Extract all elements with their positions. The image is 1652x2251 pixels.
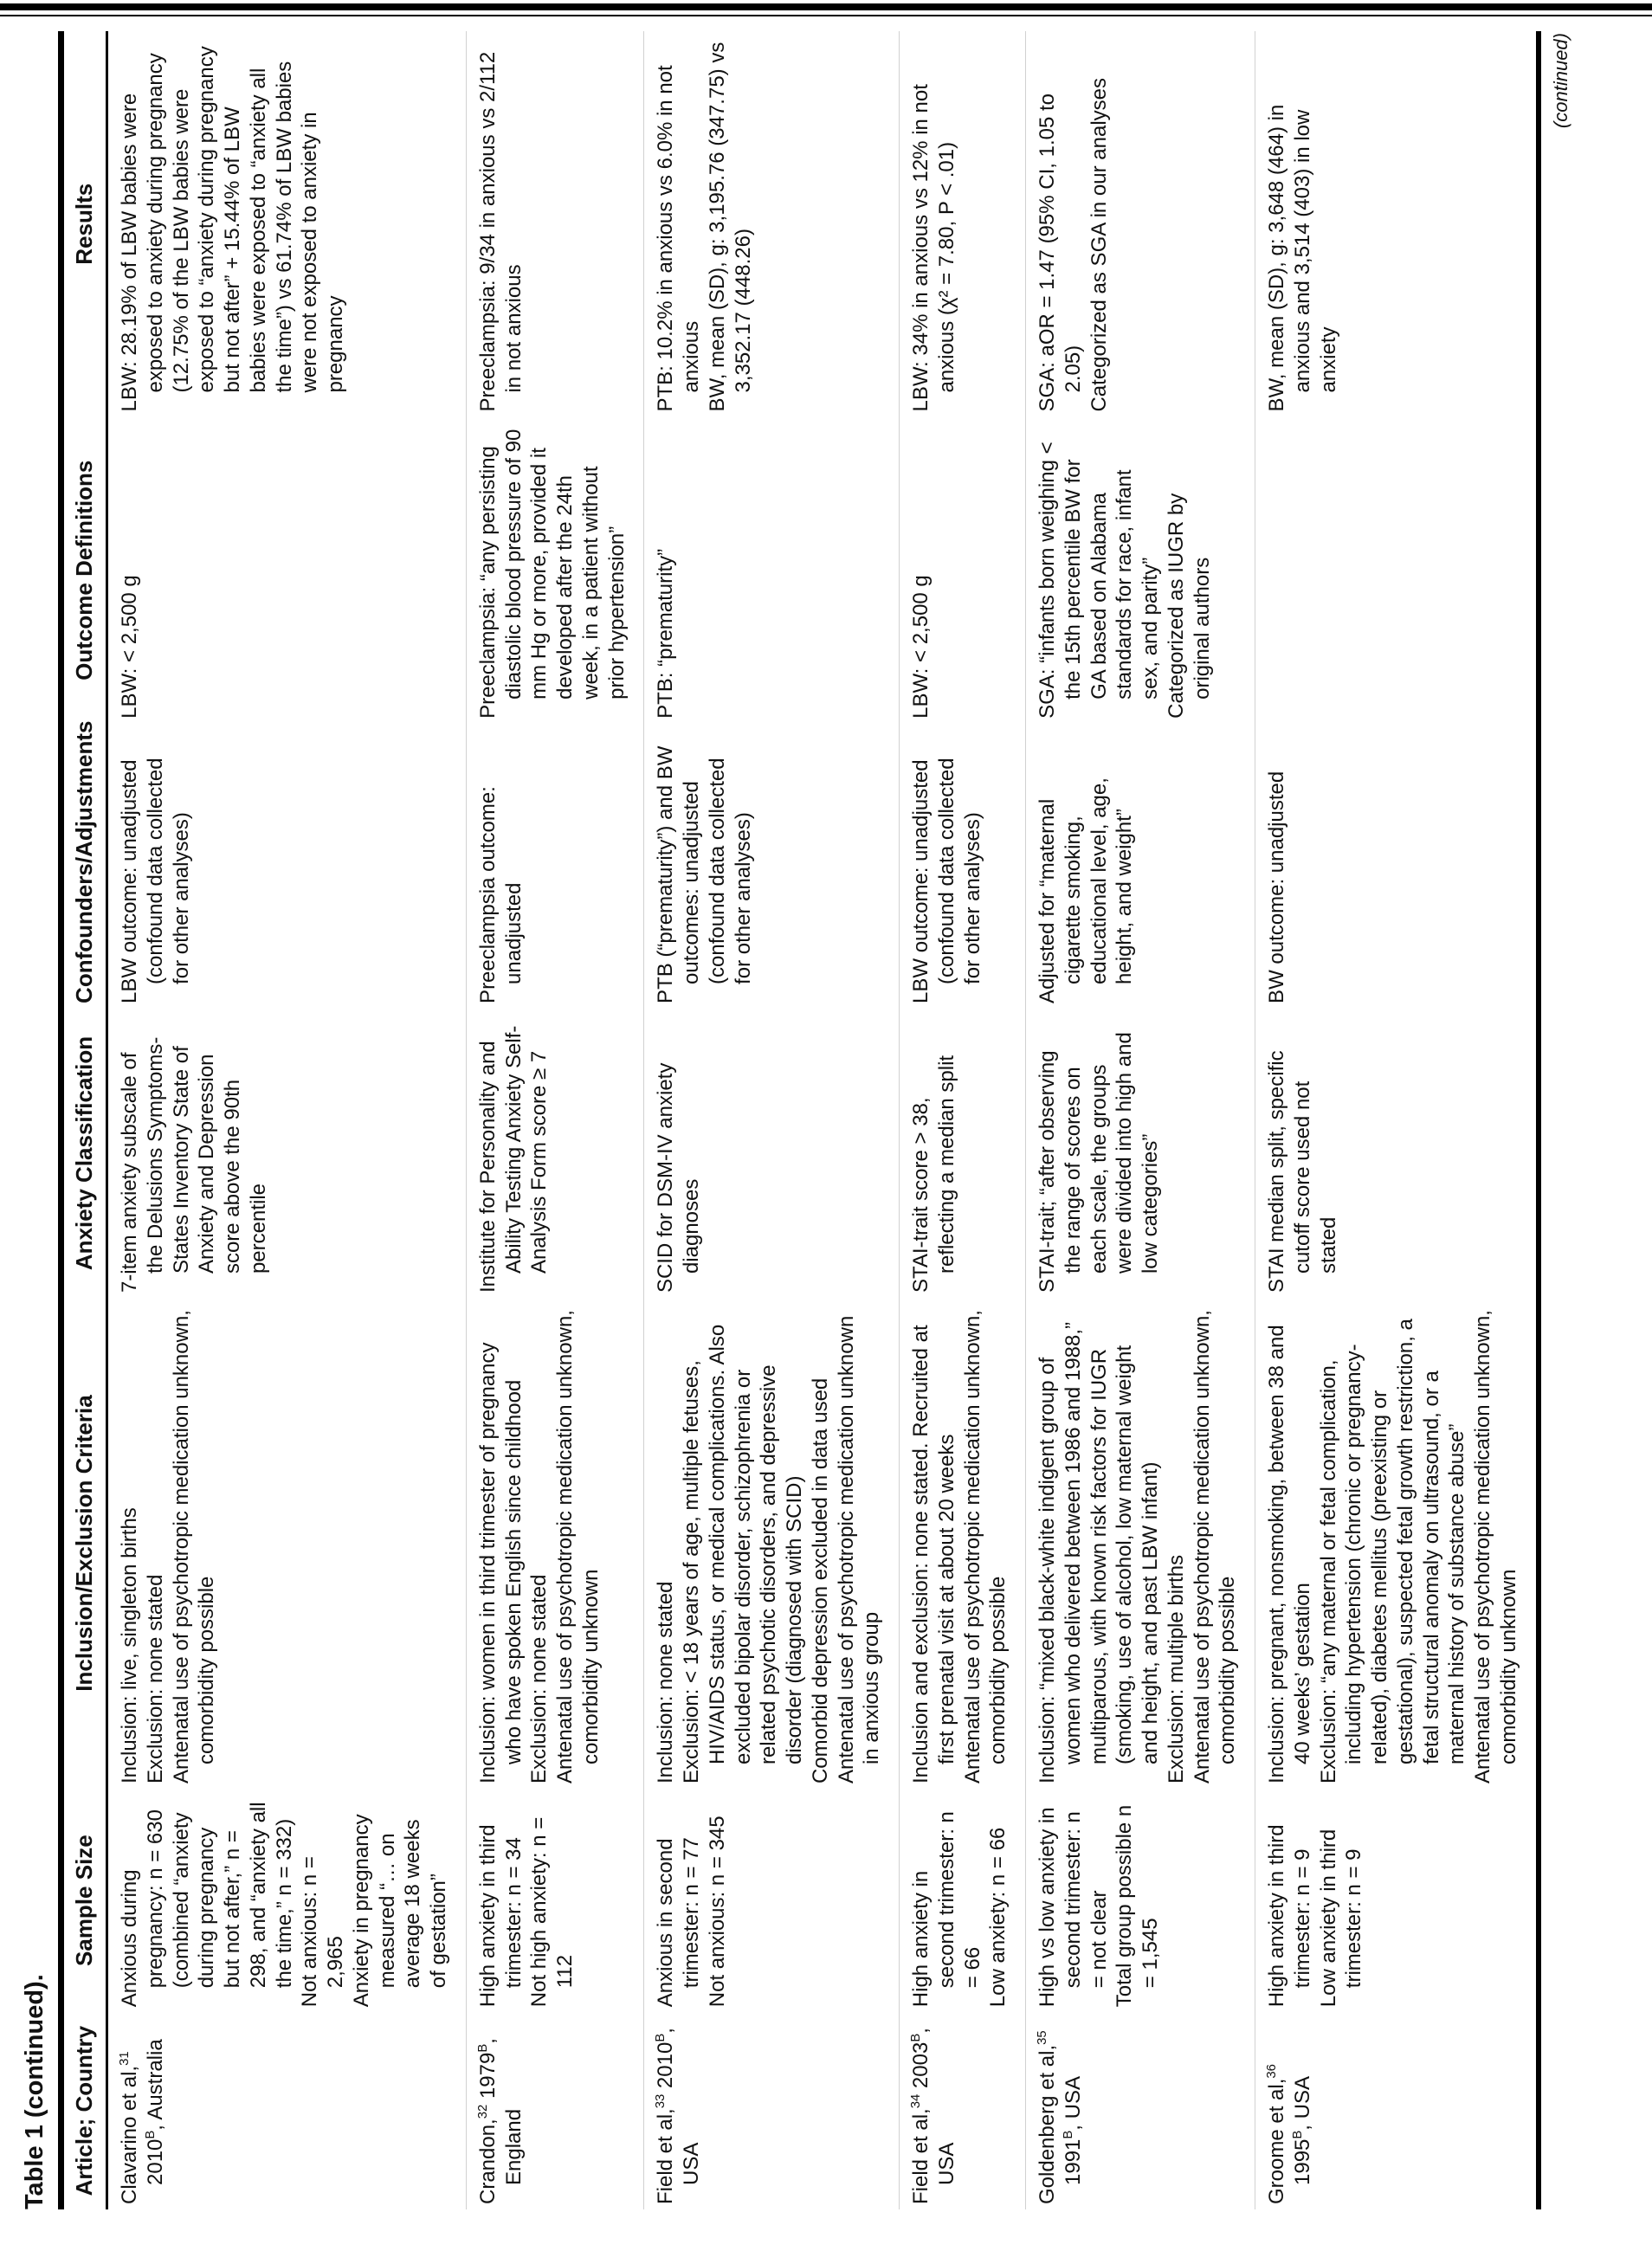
outcome-definitions-text: LBW: < 2,500 g xyxy=(909,575,932,719)
confounders-adjustments-text: PTB (“prematurity”) and BW outcomes: unadjusted (confound data collected for other analyses) xyxy=(654,745,755,1003)
table-row xyxy=(644,31,900,2209)
inclusion-exclusion-text: Antenatal use of psychotropic medication unknown, comorbidity possible xyxy=(960,1310,1010,1784)
sample-size-text: Anxious during pregnancy: n = 630 (combined “anxiety during pregnancy but not after,” n = 298, and “anxiety all the time,” n = 332) xyxy=(118,1802,296,2008)
inclusion-exclusion-text: Antenatal use of psychotropic medication unknown, comorbidity possible xyxy=(1190,1310,1240,1784)
article-label: Clavarino et al,$^{31}$ $2010^B$, Australia xyxy=(118,2039,167,2204)
article-cell xyxy=(107,2012,467,2209)
anxiety-classification-cell xyxy=(900,1009,1026,1298)
results-text: LBW: 34% in anxious vs 12% in not anxious (χ² = 7.80, P < .01) xyxy=(909,84,958,412)
table-row xyxy=(1026,31,1255,2209)
confounders-adjustments-cell xyxy=(1026,724,1255,1009)
sample-size-text: Low anxiety: n = 66 xyxy=(986,1827,1010,2008)
column-header-confounders-adjustments: Confounders/Adjustments xyxy=(61,724,107,1009)
inclusion-exclusion-cell xyxy=(900,1298,1026,1789)
inclusion-exclusion-text: Exclusion: multiple births xyxy=(1164,1554,1188,1784)
anxiety-classification-cell xyxy=(1255,1009,1539,1298)
reference-number: 34 xyxy=(909,2093,923,2109)
sample-size-text: Not anxious: n = 2,965 xyxy=(298,1856,347,2008)
inclusion-exclusion-text: Exclusion: “any maternal or fetal complication, including hypertension (chronic or pregnancy-related), diabetes mellitus (preexisting or gestational), suspected fetal growth restriction, a fetal structural anomaly on ultrasound, or a maternal history of substance abuse” xyxy=(1316,1319,1469,1784)
anxiety-classification-cell xyxy=(466,1009,644,1298)
article-cell xyxy=(1255,2012,1539,2209)
confounders-adjustments-text: LBW outcome: unadjusted (confound data collected for other analyses) xyxy=(909,758,984,1003)
sample-size-text: Not anxious: n = 345 xyxy=(705,1816,729,2008)
results-cell xyxy=(900,31,1026,417)
table-row xyxy=(466,31,644,2209)
article-label: Goldenberg et al,$^{35}$ $1991^B$, USA xyxy=(1036,2030,1085,2204)
sample-size-cell xyxy=(107,1789,467,2012)
results-text: LBW: 28.19% of LBW babies were exposed to anxiety during pregnancy (12.75% of the LBW babies were exposed to “anxiety during pregnancy but not after” + 15.44% of LBW babies were exposed to “anxiety all the time”) vs 61.74% of LBW babies were not exposed to anxiety in pregnancy xyxy=(118,46,347,412)
anxiety-classification-text: 7-item anxiety subscale of the Delusions Symptoms-States Inventory State of Anxiety and Depression score above the 90th percentile xyxy=(118,1036,270,1293)
evidence-grade: B xyxy=(475,2043,490,2053)
confounders-adjustments-cell xyxy=(107,724,467,1009)
reference-number: 33 xyxy=(654,2093,668,2109)
column-header-anxiety-classification: Anxiety Classification xyxy=(61,1009,107,1298)
anxiety-classification-cell xyxy=(1026,1009,1255,1298)
results-text: PTB: 10.2% in anxious vs 6.0% in not anxious xyxy=(654,65,703,412)
inclusion-exclusion-cell xyxy=(1255,1298,1539,1789)
article-label: Groome et al,$^{36}$ $1995^B$, USA xyxy=(1265,2064,1314,2204)
anxiety-classification-text: STAI-trait score > 38, reflecting a median split xyxy=(909,1055,958,1293)
results-text: Categorized as SGA in our analyses xyxy=(1087,77,1111,412)
reference-number: 35 xyxy=(1036,2030,1049,2045)
sample-size-text: High anxiety in third trimester: n = 9 xyxy=(1265,1824,1314,2008)
outcome-definitions-text: SGA: “infants born weighing < the 15th percentile BW for GA based on Alabama standards for race, infant sex, and parity” xyxy=(1036,442,1162,719)
inclusion-exclusion-text: Exclusion: < 18 years of age, multiple fetuses, HIV/AIDS status, or medical complications. Also excluded bipolar disorder, schizophrenia or related psychotic disorders, and depressive disorder (diagnosed with SCID) xyxy=(680,1324,806,1784)
reference-number: 32 xyxy=(475,2104,490,2119)
table-row xyxy=(107,31,467,2209)
table-row xyxy=(900,31,1026,2209)
sample-size-text: Anxious in second trimester: n = 77 xyxy=(654,1837,703,2008)
inclusion-exclusion-text: Exclusion: none stated xyxy=(527,1574,552,1784)
sample-size-text: Low anxiety in third trimester: n = 9 xyxy=(1316,1829,1366,2008)
inclusion-exclusion-text: Inclusion: live, singleton births xyxy=(118,1507,141,1784)
article-cell xyxy=(466,2012,644,2209)
outcome-definitions-text: PTB: “prematurity” xyxy=(654,548,678,719)
anxiety-classification-cell xyxy=(107,1009,467,1298)
sample-size-cell xyxy=(466,1789,644,2012)
table-row xyxy=(1255,31,1539,2209)
anxiety-classification-text: STAI median split, specific cutoff score used not stated xyxy=(1265,1050,1340,1293)
evidence-grade: B xyxy=(654,2033,668,2042)
confounders-adjustments-text: LBW outcome: unadjusted (confound data collected for other analyses) xyxy=(118,758,193,1003)
results-text: Preeclampsia: 9/34 in anxious vs 2/112 in not anxious xyxy=(475,51,526,412)
header-row xyxy=(61,31,107,2209)
confounders-adjustments-cell xyxy=(900,724,1026,1009)
sample-size-text: High anxiety in second trimester: n = 66 xyxy=(909,1811,984,2008)
sample-size-cell xyxy=(1026,1789,1255,2012)
outcome-definitions-cell xyxy=(107,417,467,724)
column-header-outcome-definitions: Outcome Definitions xyxy=(61,417,107,724)
inclusion-exclusion-text: Inclusion: “mixed black-white indigent group of women who delivered between 1986 and 1988,” multiparous, with known risk factors for IUGR (smoking, use of alcohol, low maternal weight and height, and past LBW infant) xyxy=(1036,1322,1162,1784)
anxiety-classification-cell xyxy=(644,1009,900,1298)
sample-size-text: Not high anxiety: n = 112 xyxy=(527,1816,577,2008)
inclusion-exclusion-text: Inclusion: none stated xyxy=(654,1581,678,1784)
continued-note: (continued) xyxy=(1549,33,1571,129)
sample-size-cell xyxy=(900,1789,1026,2012)
inclusion-exclusion-text: Exclusion: none stated xyxy=(143,1574,167,1784)
evidence-grade: B xyxy=(1061,2130,1075,2139)
outcome-definitions-cell xyxy=(466,417,644,724)
article-cell xyxy=(644,2012,900,2209)
inclusion-exclusion-cell xyxy=(1026,1298,1255,1789)
article-label: Field et al,$^{34}$ $2003^B$, USA xyxy=(909,2028,958,2204)
confounders-adjustments-cell xyxy=(644,724,900,1009)
inclusion-exclusion-cell xyxy=(107,1298,467,1789)
confounders-adjustments-text: Preeclampsia outcome: unadjusted xyxy=(475,786,526,1003)
inclusion-exclusion-text: Antenatal use of psychotropic medication unknown, comorbidity unknown xyxy=(1471,1310,1520,1784)
table-body xyxy=(107,31,1539,2209)
table-caption: Table 1 (continued). xyxy=(21,1974,48,2209)
inclusion-exclusion-text: Inclusion and exclusion: none stated. Recruited at first prenatal visit at about 20 weeks xyxy=(909,1325,958,1784)
inclusion-exclusion-text: Antenatal use of psychotropic medication unknown, comorbidity possible xyxy=(169,1310,219,1784)
sample-size-text: High vs low anxiety in second trimester: n = not clear xyxy=(1036,1807,1111,2008)
confounders-adjustments-text: Adjusted for “maternal cigarette smoking, educational level, age, height, and weight” xyxy=(1036,777,1137,1003)
sample-size-text: Anxiety in pregnancy measured “… on average 18 weeks of gestation” xyxy=(349,1814,450,2008)
inclusion-exclusion-text: Inclusion: women in third trimester of pregnancy who have spoken English since childhood xyxy=(475,1342,526,1784)
inclusion-exclusion-text: Inclusion: pregnant, nonsmoking, between 38 and 40 weeks’ gestation xyxy=(1265,1325,1314,1784)
inclusion-exclusion-text: Comorbid depression excluded in data used xyxy=(808,1377,832,1784)
confounders-adjustments-cell xyxy=(1255,724,1539,1009)
column-header-inclusion-exclusion: Inclusion/Exclusion Criteria xyxy=(61,1298,107,1789)
column-header-article-country: Article; Country xyxy=(61,2012,107,2209)
results-text: BW, mean (SD), g: 3,648 (464) in anxious and 3,514 (403) in low anxiety xyxy=(1265,104,1340,412)
sample-size-text: Total group possible n = 1,545 xyxy=(1113,1804,1162,2008)
outcome-definitions-cell xyxy=(900,417,1026,724)
results-cell xyxy=(1026,31,1255,417)
anxiety-classification-text: STAI-trait; “after observing the range of scores on each scale, the groups were divided into high and low categories” xyxy=(1036,1032,1162,1293)
inclusion-exclusion-text: Antenatal use of psychotropic medication unknown, comorbidity unknown xyxy=(553,1310,603,1784)
sample-size-text: High anxiety in third trimester: n = 34 xyxy=(475,1824,526,2008)
sample-size-cell xyxy=(1255,1789,1539,2012)
anxiety-classification-text: Institute for Personality and Ability Testing Anxiety Self-Analysis Form score ≥ 7 xyxy=(475,1025,552,1293)
sample-size-cell xyxy=(644,1789,900,2012)
outcome-definitions-text: Preeclampsia: “any persisting diastolic blood pressure of 90 mm Hg or more, provided it developed after the 24th week, in a patient without prior hypertension” xyxy=(475,429,629,719)
studies-table xyxy=(58,31,1541,2209)
reference-number: 36 xyxy=(1265,2064,1279,2079)
results-text: SGA: aOR = 1.47 (95% CI, 1.05 to 2.05) xyxy=(1036,94,1085,412)
evidence-grade: B xyxy=(909,2033,923,2042)
reference-number: 31 xyxy=(118,2051,132,2066)
article-cell xyxy=(1026,2012,1255,2209)
outcome-definitions-cell xyxy=(644,417,900,724)
outcome-definitions-text: LBW: < 2,500 g xyxy=(118,575,141,719)
results-cell xyxy=(107,31,467,417)
outcome-definitions-cell xyxy=(1026,417,1255,724)
results-cell xyxy=(644,31,900,417)
inclusion-exclusion-cell xyxy=(644,1298,900,1789)
results-cell xyxy=(1255,31,1539,417)
results-text: BW, mean (SD), g: 3,195.76 (347.75) vs 3,352.17 (448.26) xyxy=(705,42,755,412)
evidence-grade: B xyxy=(143,2130,158,2139)
article-label: Field et al,$^{33}$ $2010^B$, USA xyxy=(654,2028,703,2204)
confounders-adjustments-cell xyxy=(466,724,644,1009)
anxiety-classification-text: SCID for DSM-IV anxiety diagnoses xyxy=(654,1062,703,1293)
outcome-definitions-cell xyxy=(1255,417,1539,724)
results-cell xyxy=(466,31,644,417)
inclusion-exclusion-text: Antenatal use of psychotropic medication unknown in anxious group xyxy=(834,1315,884,1784)
column-header-results: Results xyxy=(61,31,107,417)
confounders-adjustments-text: BW outcome: unadjusted xyxy=(1265,771,1288,1003)
article-label: Crandon,$^{32}$ $1979^B$, England xyxy=(475,2038,526,2204)
column-header-sample-size: Sample Size xyxy=(61,1789,107,2012)
inclusion-exclusion-cell xyxy=(466,1298,644,1789)
evidence-grade: B xyxy=(1290,2130,1305,2139)
article-cell xyxy=(900,2012,1026,2209)
outcome-definitions-text: Categorized as IUGR by original authors xyxy=(1164,493,1214,719)
